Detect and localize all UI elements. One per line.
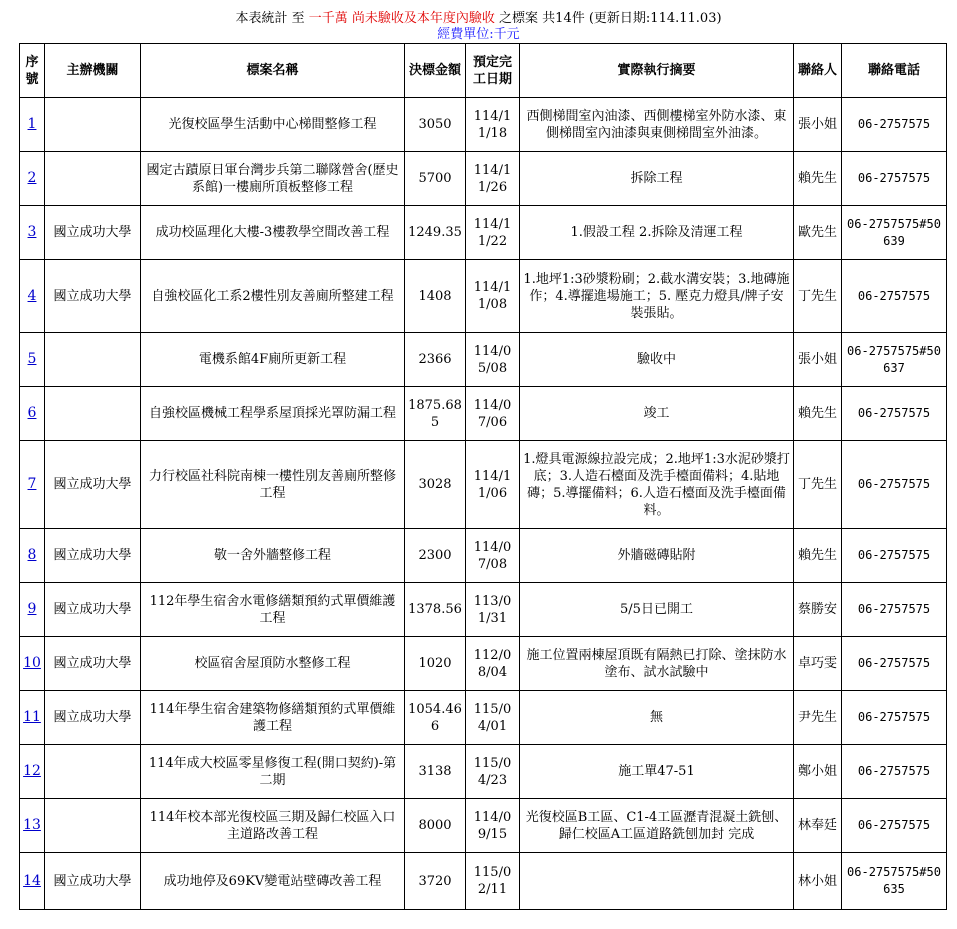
row-agency [45,387,141,441]
row-amount: 1875.685 [405,387,466,441]
row-number-link[interactable]: 9 [27,601,37,617]
row-summary: 外牆磁磚貼附 [520,529,794,583]
row-completion-date: 113/01/31 [466,583,520,637]
row-phone: 06-2757575 [842,152,947,206]
header-text-3: 之標案 共14件 (更新日期:114.11.03) [494,11,722,26]
row-tender-name: 校區宿舍屋頂防水整修工程 [141,637,405,691]
row-amount: 2366 [405,333,466,387]
row-number-link[interactable]: 4 [27,287,37,304]
row-contact: 賴先生 [794,387,842,441]
row-contact: 尹先生 [794,691,842,745]
row-summary: 1.燈具電源線拉設完成；2.地坪1:3水泥砂漿打底；3.人造石檯面及洗手檯面備料；4.貼地磚；5.導擺備料；6.人造石檯面及洗手檯面備料。 [520,441,794,529]
row-completion-date: 115/04/01 [466,691,520,745]
row-amount: 1020 [405,637,466,691]
row-contact: 丁先生 [794,260,842,333]
header-status-highlight: 尚未驗收及本年度內驗收 [351,11,495,26]
row-phone: 06-2757575 [842,799,947,853]
row-summary: 施工位置兩棟屋頂既有隔熱已打除、塗抹防水塗布、試水試驗中 [520,637,794,691]
row-summary: 竣工 [520,387,794,441]
table-row [20,387,947,441]
table-row [20,637,947,691]
col-header-date: 預定完工日期 [466,44,520,98]
row-phone: 06-2757575 [842,260,947,333]
row-number-cell [20,583,45,637]
table-row [20,799,947,853]
row-tender-name: 國定古蹟原日軍台灣步兵第二聯隊營舍(歷史系館)一樓廁所頂板整修工程 [141,152,405,206]
table-row [20,745,947,799]
row-contact: 林小姐 [794,853,842,910]
row-agency: 國立成功大學 [45,260,141,333]
row-completion-date: 115/02/11 [466,853,520,910]
row-phone: 06-2757575#50639 [842,206,947,260]
col-header-phone: 聯絡電話 [842,44,947,98]
row-agency [45,98,141,152]
row-summary: 無 [520,691,794,745]
row-summary [520,853,794,910]
row-number-link[interactable]: 1 [27,116,37,132]
row-number-link[interactable]: 3 [27,224,37,240]
row-completion-date: 114/05/08 [466,333,520,387]
report-header [0,10,957,27]
row-phone: 06-2757575 [842,98,947,152]
row-completion-date: 115/04/23 [466,745,520,799]
row-summary: 1.地坪1:3砂漿粉刷；2.截水溝安裝；3.地磚施作；4.導擺進場施工；5. 壓克力燈具/牌子安裝張貼。 [520,260,794,333]
col-header-amount: 決標金額 [405,44,466,98]
row-amount: 1249.35 [405,206,466,260]
row-phone: 06-2757575 [842,691,947,745]
row-number-link[interactable]: 5 [27,351,37,367]
row-number-cell [20,152,45,206]
row-tender-name: 成功校區理化大樓-3樓教學空間改善工程 [141,206,405,260]
row-number-link[interactable]: 2 [27,170,37,186]
row-amount: 3050 [405,98,466,152]
row-amount: 3138 [405,745,466,799]
row-completion-date: 114/11/18 [466,98,520,152]
row-tender-name: 114年學生宿舍建築物修繕類預約式單價維護工程 [141,691,405,745]
row-completion-date: 114/11/06 [466,441,520,529]
row-tender-name: 成功地停及69KV變電站壁磚改善工程 [141,853,405,910]
table-row [20,583,947,637]
row-number-link[interactable]: 14 [23,872,41,889]
row-summary: 驗收中 [520,333,794,387]
row-number-link[interactable]: 7 [27,476,37,492]
row-contact: 賴先生 [794,529,842,583]
row-number-cell [20,333,45,387]
row-completion-date: 114/07/08 [466,529,520,583]
row-amount: 1378.56 [405,583,466,637]
unit-note: 經費單位:千元 [437,27,520,42]
row-number-cell [20,853,45,910]
col-header-summary: 實際執行摘要 [520,44,794,98]
row-completion-date: 112/08/04 [466,637,520,691]
row-amount: 2300 [405,529,466,583]
row-amount: 3028 [405,441,466,529]
table-row [20,98,947,152]
row-agency: 國立成功大學 [45,853,141,910]
row-tender-name: 自強校區機械工程學系屋頂採光罩防漏工程 [141,387,405,441]
row-amount: 5700 [405,152,466,206]
row-phone: 06-2757575 [842,529,947,583]
header-row [20,44,947,98]
table-row [20,152,947,206]
row-summary: 施工單47-51 [520,745,794,799]
col-header-name: 標案名稱 [141,44,405,98]
row-tender-name: 112年學生宿舍水電修繕類預約式單價維護工程 [141,583,405,637]
row-contact: 丁先生 [794,441,842,529]
row-agency [45,152,141,206]
col-header-agency: 主辦機關 [45,44,141,98]
col-header-no: 序號 [20,44,45,98]
row-number-cell [20,260,45,333]
row-number-cell [20,387,45,441]
row-phone: 06-2757575 [842,387,947,441]
row-completion-date: 114/11/08 [466,260,520,333]
row-summary: 拆除工程 [520,152,794,206]
col-header-contact: 聯絡人 [794,44,842,98]
table-body [20,98,947,910]
row-summary: 西側梯間室內油漆、西側樓梯室外防水漆、東側梯間室內油漆與東側梯間室外油漆。 [520,98,794,152]
row-contact: 蔡勝安 [794,583,842,637]
row-tender-name: 114年校本部光復校區三期及歸仁校區入口主道路改善工程 [141,799,405,853]
row-tender-name: 力行校區社科院南棟一樓性別友善廁所整修工程 [141,441,405,529]
row-number-link[interactable]: 8 [27,547,37,563]
row-phone: 06-2757575 [842,441,947,529]
row-completion-date: 114/09/15 [466,799,520,853]
header-amount-highlight: 一千萬 [308,11,348,26]
row-tender-name: 敬一舍外牆整修工程 [141,529,405,583]
row-phone: 06-2757575 [842,745,947,799]
row-agency: 國立成功大學 [45,206,141,260]
row-number-cell [20,206,45,260]
row-agency [45,745,141,799]
row-phone: 06-2757575#50635 [842,853,947,910]
row-tender-name: 自強校區化工系2樓性別友善廁所整建工程 [141,260,405,333]
row-number-cell [20,529,45,583]
row-tender-name: 電機系館4F廁所更新工程 [141,333,405,387]
table-row [20,853,947,910]
table-row [20,691,947,745]
row-summary: 光復校區B工區、C1-4工區瀝青混凝土銑刨、歸仁校區A工區道路銑刨加封 完成 [520,799,794,853]
row-number-cell [20,441,45,529]
table-row [20,529,947,583]
tender-table [19,43,947,910]
row-agency [45,799,141,853]
row-agency [45,333,141,387]
row-number-cell [20,745,45,799]
row-agency: 國立成功大學 [45,637,141,691]
row-number-link[interactable]: 6 [27,405,37,421]
row-phone: 06-2757575#50637 [842,333,947,387]
row-tender-name: 光復校區學生活動中心梯間整修工程 [141,98,405,152]
row-contact: 歐先生 [794,206,842,260]
row-number-link[interactable]: 12 [23,763,41,779]
row-number-link[interactable]: 10 [23,655,41,671]
row-completion-date: 114/07/06 [466,387,520,441]
row-phone: 06-2757575 [842,583,947,637]
row-contact: 林奉廷 [794,799,842,853]
row-summary: 1.假設工程 2.拆除及清運工程 [520,206,794,260]
row-number-cell [20,637,45,691]
table-row [20,206,947,260]
row-agency: 國立成功大學 [45,583,141,637]
row-amount: 3720 [405,853,466,910]
row-number-link[interactable]: 11 [23,709,41,725]
row-number-cell [20,98,45,152]
row-agency: 國立成功大學 [45,691,141,745]
header-text-1: 本表統計 至 [235,11,309,26]
table-row [20,260,947,333]
row-agency: 國立成功大學 [45,441,141,529]
row-contact: 賴先生 [794,152,842,206]
row-contact: 卓巧雯 [794,637,842,691]
row-contact: 張小姐 [794,333,842,387]
table-row [20,333,947,387]
row-number-cell [20,691,45,745]
row-completion-date: 114/11/26 [466,152,520,206]
row-summary: 5/5日已開工 [520,583,794,637]
row-amount: 1408 [405,260,466,333]
row-phone: 06-2757575 [842,637,947,691]
row-number-link[interactable]: 13 [23,817,41,833]
table-row [20,441,947,529]
row-amount: 1054.466 [405,691,466,745]
row-contact: 張小姐 [794,98,842,152]
row-number-cell [20,799,45,853]
row-tender-name: 114年成大校區零星修復工程(開口契約)-第二期 [141,745,405,799]
row-amount: 8000 [405,799,466,853]
row-completion-date: 114/11/22 [466,206,520,260]
row-agency: 國立成功大學 [45,529,141,583]
row-contact: 鄭小姐 [794,745,842,799]
